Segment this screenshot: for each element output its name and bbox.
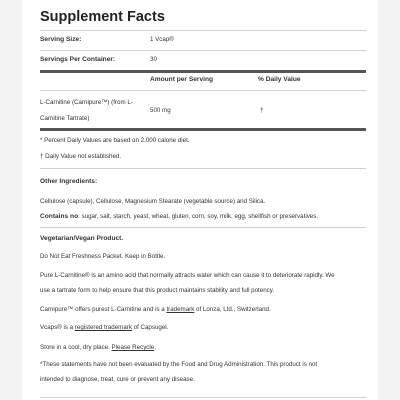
contains-no-text: : sugar, salt, starch, yeast, wheat, gluten, corn, soy, milk, egg, shellfish or preservatives. [78, 213, 319, 220]
please-recycle-link[interactable]: Please Recycle [111, 344, 155, 351]
registered-trademark-link[interactable]: registered trademark [74, 324, 132, 331]
supplement-facts-panel [22, 0, 378, 400]
storage-text-end: . [154, 344, 156, 351]
servings-per-container-value: 30 [150, 56, 157, 63]
serving-size-label: Serving Size: [40, 36, 82, 43]
dagger-note: † Daily Value not established. [40, 153, 122, 160]
trademark-link[interactable]: trademark [166, 306, 195, 313]
thick-divider [40, 128, 366, 131]
ingredient-name-line1: L-Carnitine (Carnipure™) (from L- [40, 99, 133, 106]
fda-disclaimer-line1: *These statements have not been evaluated by the Food and Drug Administration. This product is not [40, 361, 318, 368]
vegetarian-heading: Vegetarian/Vegan Product. [40, 235, 124, 242]
divider [40, 50, 366, 51]
storage-note [40, 344, 156, 352]
ingredient-amount: 500 mg [150, 107, 171, 114]
contains-no-line [40, 213, 318, 221]
other-ingredients-list: Cellulose (capsule), Cellulose, Magnesium Stearate (vegetable source) and Silica. [40, 198, 266, 205]
ingredient-dv: † [260, 107, 264, 114]
ingredient-name-line2: Carnitine Tartrate) [40, 115, 90, 122]
thick-divider [40, 70, 366, 73]
vcaps-text: Vcaps® is a [40, 324, 75, 331]
freshness-packet-note: Do Not Eat Freshness Packet. Keep in Bottle. [40, 253, 166, 260]
vcaps-text-end: of Capsugel. [131, 324, 169, 331]
divider [40, 397, 366, 398]
storage-text: Store in a cool, dry place. [40, 344, 112, 351]
divider [40, 90, 366, 91]
fda-disclaimer-line2: intended to diagnose, treat, cure or prevent any disease. [40, 376, 195, 383]
other-ingredients-heading: Other Ingredients: [40, 178, 98, 185]
divider [40, 227, 366, 228]
carnipure-text-end: of Lonza, Ltd., Switzerland. [194, 306, 271, 313]
panel-title: Supplement Facts [40, 9, 165, 25]
vcaps-note [40, 324, 168, 332]
divider [40, 168, 366, 169]
divider [40, 30, 366, 31]
amount-column-header: Amount per Serving [150, 76, 214, 83]
servings-per-container-label: Servings Per Container: [40, 56, 116, 63]
carnipure-note [40, 306, 271, 314]
pure-description-line2: use a tartrate form to help ensure that this product maintains stability and full potency. [40, 287, 275, 294]
contains-no-label: Contains no [40, 213, 79, 220]
dv-column-header: % Daily Value [258, 76, 301, 83]
serving-size-value: 1 Vcap® [150, 36, 174, 43]
pure-description-line1: Pure L-Carnitine® is an amino acid that normally attracts water which can cause it to deteriorate rapidly. We [40, 272, 335, 279]
percent-dv-note: * Percent Daily Values are based on 2,000 calorie diet. [40, 137, 190, 144]
carnipure-text: Carnipure™ offers purest L-Carnitine and is a [40, 306, 167, 313]
